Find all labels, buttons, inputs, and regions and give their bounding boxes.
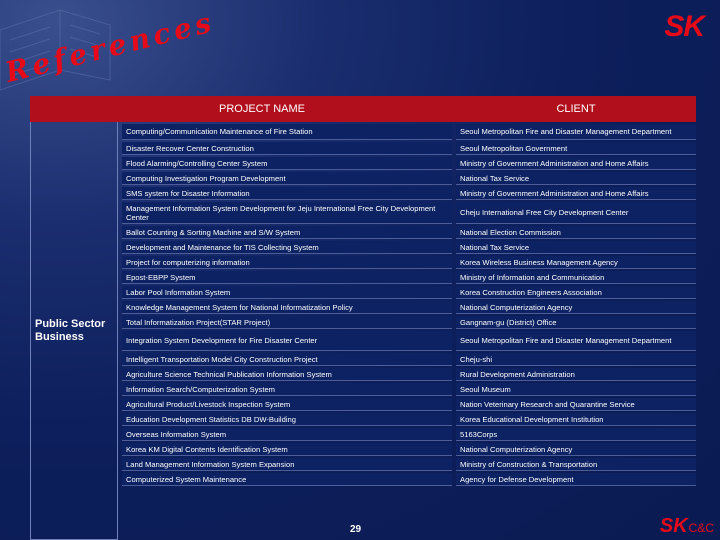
project-name-cell: Agriculture Science Technical Publication Information System bbox=[122, 368, 452, 381]
table-row bbox=[122, 286, 696, 299]
table-row bbox=[122, 413, 696, 426]
client-cell: Ministry of Government Administration and Home Affairs bbox=[456, 157, 696, 170]
table-row bbox=[122, 172, 696, 185]
category-panel bbox=[30, 122, 118, 540]
project-name-cell: Information Search/Computerization System bbox=[122, 383, 452, 396]
table-row bbox=[122, 443, 696, 456]
client-cell: Seoul Metropolitan Fire and Disaster Management Department bbox=[456, 124, 696, 140]
client-cell: National Computerization Agency bbox=[456, 443, 696, 456]
table-row bbox=[122, 398, 696, 411]
table-row bbox=[122, 142, 696, 155]
table-row bbox=[122, 383, 696, 396]
project-name-cell: Disaster Recover Center Construction bbox=[122, 142, 452, 155]
project-name-cell: Ballot Counting & Sorting Machine and S/W System bbox=[122, 226, 452, 239]
table-row bbox=[122, 473, 696, 486]
reference-table bbox=[122, 124, 696, 488]
client-cell: Seoul Museum bbox=[456, 383, 696, 396]
project-name-cell: Project for computerizing information bbox=[122, 256, 452, 269]
client-cell: Ministry of Construction & Transportation bbox=[456, 458, 696, 471]
table-row bbox=[122, 331, 696, 351]
footer-logo-cc: C&C bbox=[688, 521, 714, 535]
page-title bbox=[2, 5, 219, 89]
project-name-cell: Land Management Information System Expansion bbox=[122, 458, 452, 471]
page-number: 29 bbox=[350, 524, 362, 535]
client-cell: National Computerization Agency bbox=[456, 301, 696, 314]
table-row bbox=[122, 316, 696, 329]
project-name-cell: Epost-EBPP System bbox=[122, 271, 452, 284]
table-row bbox=[122, 226, 696, 239]
footer-logo bbox=[660, 515, 714, 538]
project-name-cell: Labor Pool Information System bbox=[122, 286, 452, 299]
table-row bbox=[122, 271, 696, 284]
client-cell: National Tax Service bbox=[456, 172, 696, 185]
client-cell: Agency for Defense Development bbox=[456, 473, 696, 486]
client-cell: Rural Development Administration bbox=[456, 368, 696, 381]
column-header-client bbox=[456, 96, 696, 122]
client-cell: National Tax Service bbox=[456, 241, 696, 254]
table-row bbox=[122, 301, 696, 314]
table-row bbox=[122, 187, 696, 200]
column-header-project-label: PROJECT NAME bbox=[219, 103, 305, 115]
client-cell: Cheju International Free City Development Center bbox=[456, 202, 696, 224]
client-cell: Ministry of Information and Communication bbox=[456, 271, 696, 284]
project-name-cell: Overseas Information System bbox=[122, 428, 452, 441]
column-header-client-label: CLIENT bbox=[556, 103, 596, 115]
client-cell: 5163Corps bbox=[456, 428, 696, 441]
table-row bbox=[122, 157, 696, 170]
client-cell: Ministry of Government Administration and Home Affairs bbox=[456, 187, 696, 200]
client-cell: Seoul Metropolitan Government bbox=[456, 142, 696, 155]
project-name-cell: Agricultural Product/Livestock Inspection System bbox=[122, 398, 452, 411]
page-title-text: References bbox=[2, 5, 219, 89]
table-row bbox=[122, 458, 696, 471]
project-name-cell: Integration System Development for Fire Disaster Center bbox=[122, 331, 452, 351]
client-cell: Korea Educational Development Institution bbox=[456, 413, 696, 426]
client-cell: Korea Wireless Business Management Agency bbox=[456, 256, 696, 269]
table-row bbox=[122, 353, 696, 366]
table-row bbox=[122, 241, 696, 254]
footer-logo-sk: SK bbox=[659, 515, 688, 537]
client-cell: Seoul Metropolitan Fire and Disaster Management Department bbox=[456, 331, 696, 351]
project-name-cell: Korea KM Digital Contents Identification System bbox=[122, 443, 452, 456]
table-row bbox=[122, 256, 696, 269]
project-name-cell: Flood Alarming/Controlling Center System bbox=[122, 157, 452, 170]
project-name-cell: SMS system for Disaster Information bbox=[122, 187, 452, 200]
table-row bbox=[122, 124, 696, 140]
client-cell: Korea Construction Engineers Association bbox=[456, 286, 696, 299]
project-name-cell: Total Informatization Project(STAR Project) bbox=[122, 316, 452, 329]
project-name-cell: Knowledge Management System for National Informatization Policy bbox=[122, 301, 452, 314]
sk-logo: SK bbox=[664, 10, 704, 43]
project-name-cell: Computing/Communication Maintenance of Fire Station bbox=[122, 124, 452, 140]
project-name-cell: Computerized System Maintenance bbox=[122, 473, 452, 486]
project-name-cell: Intelligent Transportation Model City Construction Project bbox=[122, 353, 452, 366]
client-cell: Gangnam-gu (District) Office bbox=[456, 316, 696, 329]
project-name-cell: Computing Investigation Program Development bbox=[122, 172, 452, 185]
table-row bbox=[122, 428, 696, 441]
category-label: Public Sector Business bbox=[35, 317, 106, 343]
client-cell: National Election Commission bbox=[456, 226, 696, 239]
project-name-cell: Management Information System Development for Jeju International Free City Development Center bbox=[122, 202, 452, 224]
project-name-cell: Education Development Statistics DB DW-Building bbox=[122, 413, 452, 426]
client-cell: Nation Veterinary Research and Quarantine Service bbox=[456, 398, 696, 411]
project-name-cell: Development and Maintenance for TIS Collecting System bbox=[122, 241, 452, 254]
client-cell: Cheju-shi bbox=[456, 353, 696, 366]
table-row bbox=[122, 368, 696, 381]
table-row bbox=[122, 202, 696, 224]
